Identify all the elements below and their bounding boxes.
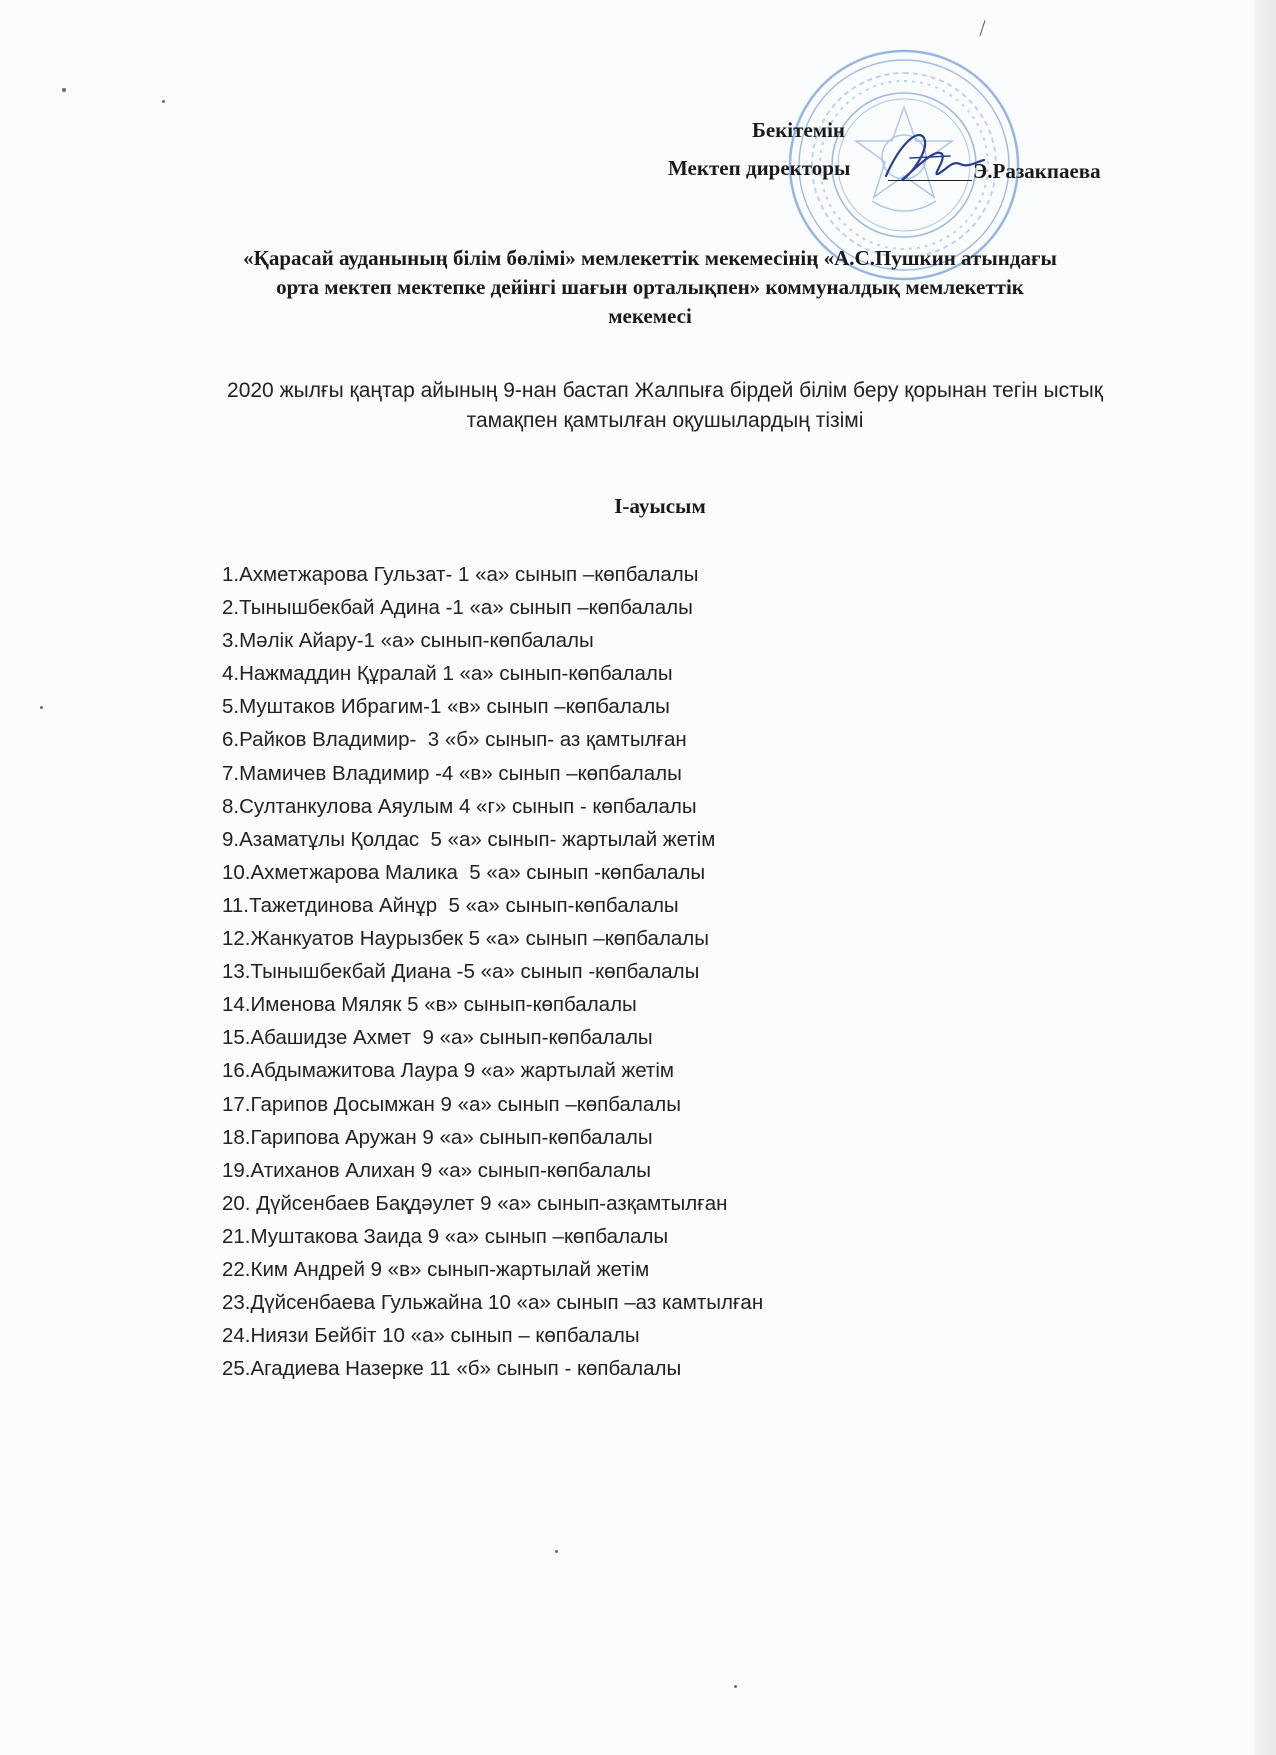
student-list-item: 4.Нажмаддин Құралай 1 «а» сынып-көпбалалы	[222, 662, 673, 686]
student-list-item: 22.Ким Андрей 9 «в» сынып-жартылай жетім	[222, 1257, 650, 1281]
director-label: Мектеп директоры	[668, 156, 851, 180]
student-list-item: 3.Мәлік Айару-1 «а» сынып-көпбалалы	[222, 629, 594, 653]
institution-title-line: мекемесі	[608, 304, 692, 328]
student-list-item: 1.Ахметжарова Гульзат- 1 «а» сынып –көпбалалы	[222, 563, 699, 586]
institution-title-line: «Қарасай ауданының білім бөлімі» мемлекеттік мекемесінің «А.С.Пушкин атындағы	[243, 246, 1057, 270]
director-name: Э.Разакпаева	[973, 159, 1101, 183]
approval-title: Бекітемін	[752, 118, 846, 142]
student-list-item: 12.Жанкуатов Наурызбек 5 «а» сынып –көпбалалы	[222, 927, 710, 951]
student-list-item: 23.Дүйсенбаева Гульжайна 10 «а» сынып –аз камтылған	[222, 1291, 764, 1315]
student-list-item: 19.Атиханов Алихан 9 «а» сынып-көпбалалы	[222, 1158, 651, 1182]
institution-title-line: орта мектеп мектепке дейінгі шағын орталықпен» коммуналдық мемлекеттік	[276, 275, 1024, 299]
student-list-item: 13.Тынышбекбай Диана -5 «а» сынып -көпбалалы	[222, 960, 700, 984]
student-list-item: 11.Тажетдинова Айнұр 5 «а» сынып-көпбалалы	[222, 893, 679, 917]
student-list-item: 5.Муштаков Ибрагим-1 «в» сынып –көпбалалы	[222, 695, 670, 719]
document-subtitle	[170, 376, 1160, 436]
student-list-item: 17.Гарипов Досымжан 9 «а» сынып –көпбалалы	[222, 1092, 681, 1116]
scan-speck	[734, 1685, 737, 1688]
student-list-item: 9.Азаматұлы Қолдас 5 «а» сынып- жартылай жетім	[222, 827, 716, 851]
student-list-item: 25.Агадиева Назерке 11 «б» сынып - көпбалалы	[222, 1357, 682, 1381]
approval-block	[620, 118, 1140, 188]
scan-speck	[40, 706, 43, 709]
scan-mark	[980, 20, 986, 36]
student-list-item: 24.Ниязи Бейбіт 10 «а» сынып – көпбалалы	[222, 1324, 640, 1348]
scan-speck	[62, 88, 66, 92]
student-list	[222, 558, 1122, 1385]
subtitle-line: тамақпен қамтылған оқушылардың тізімі	[466, 409, 864, 432]
institution-title	[160, 244, 1140, 331]
shift-heading: І-ауысым	[614, 494, 706, 518]
page-edge-shadow	[1254, 0, 1276, 1755]
student-list-item: 21.Муштакова Заида 9 «а» сынып –көпбалалы	[222, 1224, 669, 1248]
scan-speck	[555, 1550, 558, 1553]
scan-speck	[162, 100, 165, 103]
student-list-item: 6.Райков Владимир- 3 «б» сынып- аз қамтылған	[222, 728, 687, 752]
student-list-item: 15.Абашидзе Ахмет 9 «а» сынып-көпбалалы	[222, 1026, 653, 1050]
student-list-item: 2.Тынышбекбай Адина -1 «а» сынып –көпбалалы	[222, 596, 693, 620]
student-list-item: 20. Дүйсенбаев Бақдәулет 9 «а» сынып-азқамтылған	[222, 1191, 728, 1215]
student-list-item: 16.Абдымажитова Лаура 9 «а» жартылай жетім	[222, 1059, 674, 1083]
student-list-item: 8.Султанкулова Аяулым 4 «г» сынып - көпбалалы	[222, 794, 697, 818]
student-list-item: 14.Именова Мяляк 5 «в» сынып-көпбалалы	[222, 993, 637, 1017]
student-list-item: 10.Ахметжарова Малика 5 «а» сынып -көпбалалы	[222, 860, 706, 884]
subtitle-line: 2020 жылғы қаңтар айының 9-нан бастап Жалпыға бірдей білім беру қорынан тегін ыстық	[227, 379, 1103, 402]
student-list-item: 18.Гарипова Аружан 9 «а» сынып-көпбалалы	[222, 1125, 653, 1149]
student-list-item: 7.Мамичев Владимир -4 «в» сынып –көпбалалы	[222, 761, 682, 785]
signature-line	[888, 180, 972, 181]
